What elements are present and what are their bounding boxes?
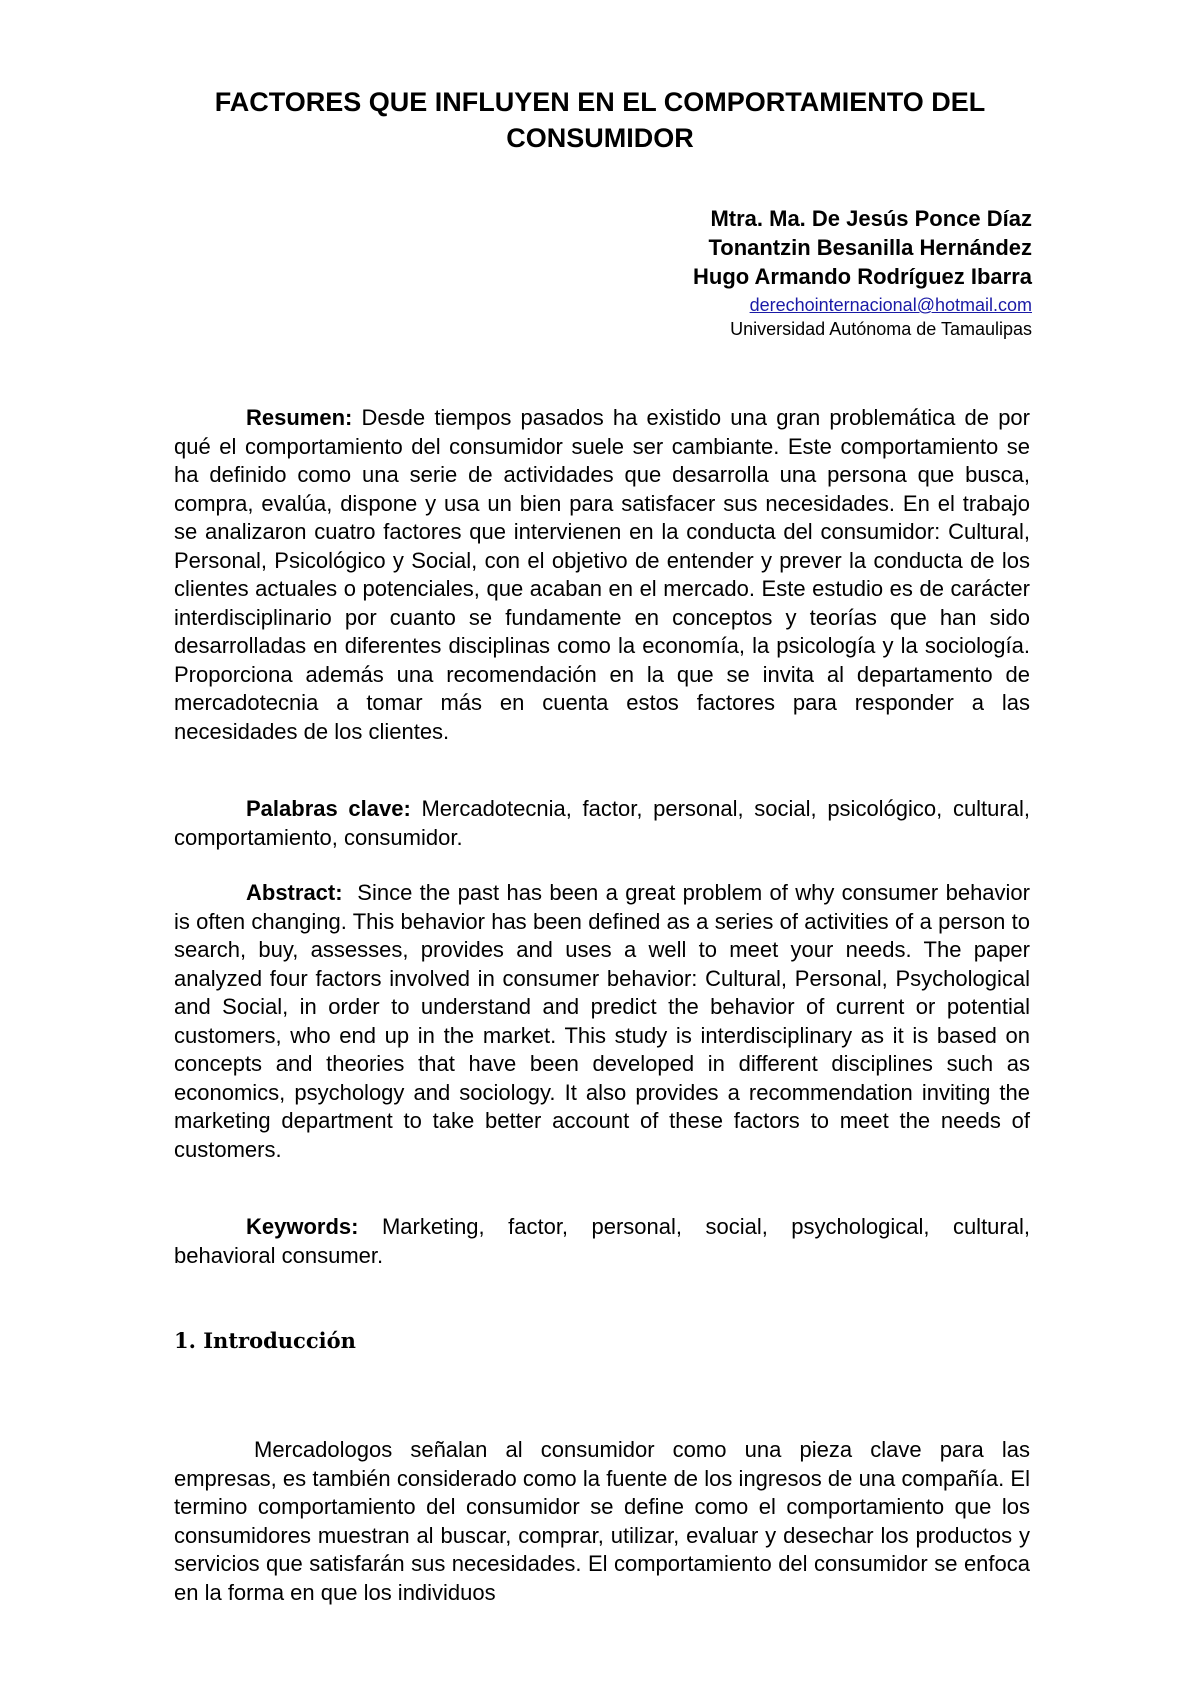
abstract-label: Abstract: <box>246 880 343 905</box>
resumen-text: Desde tiempos pasados ha existido una gran problemática de por qué el comportamiento del consumidor suele ser cambiante. Este comportamiento se ha definido como una serie de actividades que desarrolla una persona que busca, compra, evalúa, dispone y usa un bien para satisfacer sus necesidades. En el trabajo se analizaron cuatro factores que intervienen en la conducta del consumidor: Cultural, Personal, Psicológico y Social, con el objetivo de entender y prever la conducta de los clientes actuales o potenciales, que acaban en el mercado. Este estudio es de carácter interdisciplinario por cuanto se fundamente en conceptos y teorías que han sido desarrolladas en diferentes disciplinas como la economía, la psicología y la sociología. Proporciona además una recomendación en la que se invita al departamento de mercadotecnia a tomar más en cuenta estos factores para responder a las necesidades de los clientes. <box>174 405 1030 744</box>
palabras-clave-paragraph <box>174 795 1030 852</box>
abstract-paragraph <box>174 879 1030 1164</box>
resumen-paragraph <box>174 404 1030 746</box>
author-block <box>693 204 1032 341</box>
author-name: Hugo Armando Rodríguez Ibarra <box>693 264 1032 289</box>
section-heading: 1. Introducción <box>174 1328 356 1353</box>
author-affiliation: Universidad Autónoma de Tamaulipas <box>730 319 1032 339</box>
keywords-text: Marketing, factor, personal, social, psychological, cultural, behavioral consumer. <box>174 1214 1030 1268</box>
keywords-label: Keywords: <box>246 1214 359 1239</box>
keywords-paragraph <box>174 1213 1030 1270</box>
author-name: Tonantzin Besanilla Hernández <box>708 235 1032 260</box>
author-name: Mtra. Ma. De Jesús Ponce Díaz <box>710 206 1032 231</box>
palabras-clave-label: Palabras clave: <box>246 796 411 821</box>
palabras-clave-text: Mercadotecnia, factor, personal, social, psicológico, cultural, comportamiento, consumidor. <box>174 796 1030 850</box>
resumen-label: Resumen: <box>246 405 353 430</box>
author-email-link[interactable]: derechointernacional@hotmail.com <box>749 295 1032 315</box>
abstract-text: Since the past has been a great problem of why consumer behavior is often changing. This behavior has been defined as a series of activities of a person to search, buy, assesses, provides and uses a well to meet your needs. The paper analyzed four factors involved in consumer behavior: Cultural, Personal, Psychological and Social, in order to understand and predict the behavior of current or potential customers, who end up in the market. This study is interdisciplinary as it is based on concepts and theories that have been developed in different disciplines such as economics, psychology and sociology. It also provides a recommendation inviting the marketing department to take better account of these factors to meet the needs of customers. <box>174 880 1030 1162</box>
paper-title: FACTORES QUE INFLUYEN EN EL COMPORTAMIENTO DEL CONSUMIDOR <box>214 87 986 153</box>
introduccion-paragraph: Mercadologos señalan al consumidor como una pieza clave para las empresas, es también considerado como la fuente de los ingresos de una compañía. El termino comportamiento del consumidor se define como el comportamiento que los consumidores muestran al buscar, comprar, utilizar, evaluar y desechar los productos y servicios que satisfarán sus necesidades. El comportamiento del consumidor se enfoca en la forma en que los individuos <box>174 1437 1030 1605</box>
